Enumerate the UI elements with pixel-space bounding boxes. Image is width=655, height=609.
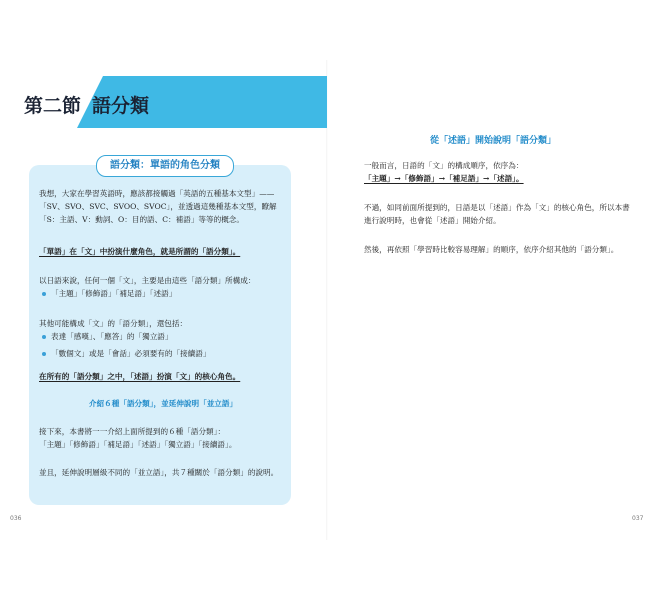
blue-subheading: 介紹６種「語分類」，並延伸說明「並立語」 [89, 399, 238, 408]
book-gutter [326, 60, 328, 540]
bullet-dot [42, 335, 46, 339]
para1-line3: 「S：主語、V：動詞、O：目的語、C：補語」等等的概念。 [39, 215, 244, 224]
right-para3: 然後，再依照「學習時比較容易理解」的順序，依序介紹其他的「語分類」。 [364, 245, 619, 254]
para1-line1: 我想，大家在學習英語時，應該都接觸過「英語的五種基本文型」—— [39, 189, 275, 198]
highlight-sentence-1: 「單語」在「文」中扮演什麼角色，就是所謂的「語分類」。 [39, 247, 241, 256]
right-para2-line2: 進行說明時，也會從「述語」開始介紹。 [364, 216, 501, 225]
section-title: 語分類 [92, 95, 150, 117]
page-number-left: 036 [10, 515, 22, 522]
right-para2-line1: 不過，如同前面所提到的，日語是以「述語」作為「文」的核心角色，所以本書 [364, 203, 630, 212]
right-page [328, 0, 655, 609]
bullet-item-2: 表達「感嘆」、「應答」的「獨立語」 [51, 332, 173, 341]
bullet-item-3: 「數個文」或是「會話」必須要有的「接續語」 [51, 349, 211, 358]
para4-line1: 接下來，本書將一一介紹上面所提到的６種「語分類」： [39, 427, 226, 436]
highlight-sentence-2: 在所有的「語分類」之中，「述語」扮演「文」的核心角色。 [39, 372, 241, 381]
right-sequence: 「主題」→「修飾語」→「補足語」→「述語」。 [364, 174, 524, 183]
section-number: 第二節 [24, 95, 82, 117]
para1-line2: 「SV、SVO、SVC、SVOO、SVOC」，並透過這幾種基本文型，瞭解 [39, 202, 277, 211]
para5: 並且，延伸說明層級不同的「並立語」，共７種關於「語分類」的說明。 [39, 468, 279, 477]
page-number-right: 037 [632, 515, 644, 522]
bullet-dot [42, 352, 46, 356]
box-title: 語分類：單語的角色分類 [96, 155, 234, 177]
bullet-item-1: 「主題」「修飾語」「補足語」「述語」 [51, 289, 177, 298]
para2: 以日語來說，任何一個「文」，主要是由這些「語分類」所構成： [39, 276, 256, 285]
para4-line2: 「主題」「修飾語」「補足語」「述語」「獨立語」「接續語」。 [39, 440, 237, 449]
right-page-title: 從「述語」開始說明「語分類」 [430, 136, 557, 146]
bullet-dot [42, 292, 46, 296]
right-para1: 一般而言，日語的「文」的構成順序，依序為： [364, 161, 524, 170]
para3: 其他可能構成「文」的「語分類」，還包括： [39, 319, 188, 328]
